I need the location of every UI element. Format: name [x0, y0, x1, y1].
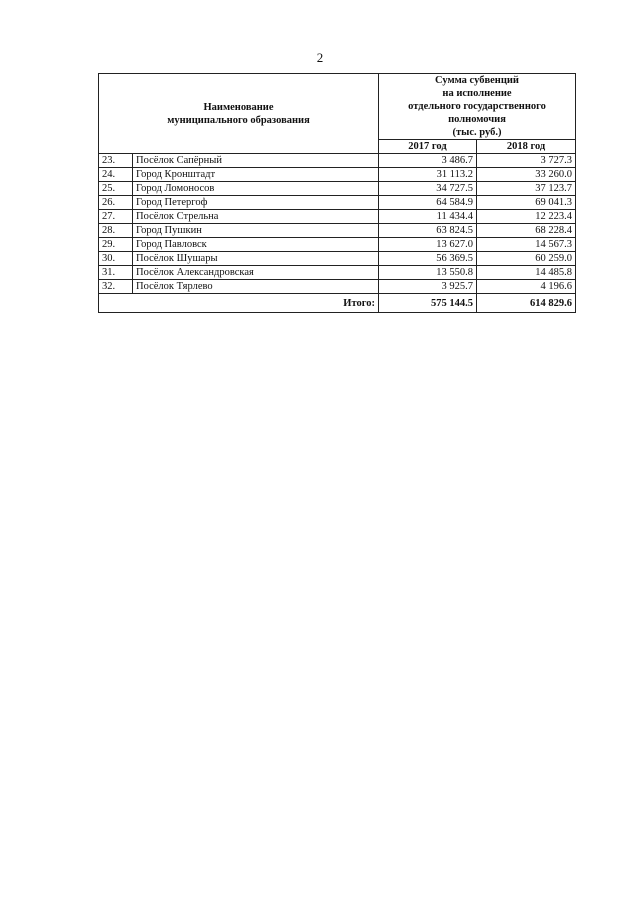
row-value-2018: 14 567.3	[477, 238, 576, 252]
row-municipality: Посёлок Сапёрный	[133, 154, 379, 168]
row-number: 28.	[99, 224, 133, 238]
header-sum-line: отдельного государственного	[408, 101, 546, 112]
total-label: Итого:	[99, 294, 379, 313]
row-number: 25.	[99, 182, 133, 196]
row-number: 30.	[99, 252, 133, 266]
row-value-2018: 37 123.7	[477, 182, 576, 196]
row-number: 23.	[99, 154, 133, 168]
row-municipality: Город Павловск	[133, 238, 379, 252]
table-row	[99, 168, 576, 182]
header-sum-line: (тыс. руб.)	[452, 127, 502, 138]
table-row	[99, 224, 576, 238]
header-sum-line: полномочия	[448, 114, 506, 125]
row-municipality: Город Пушкин	[133, 224, 379, 238]
row-value-2018: 4 196.6	[477, 280, 576, 294]
row-value-2018: 68 228.4	[477, 224, 576, 238]
row-municipality: Посёлок Шушары	[133, 252, 379, 266]
subsidy-table	[98, 73, 576, 313]
table-row	[99, 182, 576, 196]
header-sum-line: на исполнение	[442, 88, 512, 99]
row-value-2017: 64 584.9	[379, 196, 477, 210]
row-number: 31.	[99, 266, 133, 280]
row-value-2018: 69 041.3	[477, 196, 576, 210]
row-value-2018: 14 485.8	[477, 266, 576, 280]
header-name-line: муниципального образования	[167, 114, 310, 126]
row-number: 27.	[99, 210, 133, 224]
header-name-line: Наименование	[203, 101, 274, 113]
table-row	[99, 280, 576, 294]
row-value-2017: 31 113.2	[379, 168, 477, 182]
row-value-2018: 60 259.0	[477, 252, 576, 266]
row-number: 26.	[99, 196, 133, 210]
row-value-2017: 13 550.8	[379, 266, 477, 280]
row-value-2017: 56 369.5	[379, 252, 477, 266]
row-value-2017: 11 434.4	[379, 210, 477, 224]
row-municipality: Город Кронштадт	[133, 168, 379, 182]
table-row	[99, 252, 576, 266]
header-municipality-name	[99, 74, 379, 154]
header-sum-line: Сумма субвенций	[435, 75, 519, 86]
row-value-2018: 3 727.3	[477, 154, 576, 168]
row-municipality: Посёлок Александровская	[133, 266, 379, 280]
total-row	[99, 294, 576, 313]
table-row	[99, 238, 576, 252]
table-row	[99, 154, 576, 168]
table-row	[99, 266, 576, 280]
total-2017: 575 144.5	[379, 294, 477, 313]
row-value-2018: 12 223.4	[477, 210, 576, 224]
row-value-2017: 63 824.5	[379, 224, 477, 238]
row-municipality: Посёлок Тярлево	[133, 280, 379, 294]
header-year-2018: 2018 год	[477, 140, 576, 154]
total-2018: 614 829.6	[477, 294, 576, 313]
row-number: 29.	[99, 238, 133, 252]
table-body	[99, 154, 576, 294]
page-number: 2	[316, 50, 324, 65]
row-value-2017: 3 925.7	[379, 280, 477, 294]
row-number: 32.	[99, 280, 133, 294]
row-value-2017: 34 727.5	[379, 182, 477, 196]
row-value-2017: 3 486.7	[379, 154, 477, 168]
row-value-2017: 13 627.0	[379, 238, 477, 252]
table-row	[99, 196, 576, 210]
row-municipality: Город Петергоф	[133, 196, 379, 210]
row-municipality: Посёлок Стрельна	[133, 210, 379, 224]
row-municipality: Город Ломоносов	[133, 182, 379, 196]
header-subsidy-sum	[379, 74, 576, 140]
header-year-2017: 2017 год	[379, 140, 477, 154]
row-value-2018: 33 260.0	[477, 168, 576, 182]
table-row	[99, 210, 576, 224]
row-number: 24.	[99, 168, 133, 182]
